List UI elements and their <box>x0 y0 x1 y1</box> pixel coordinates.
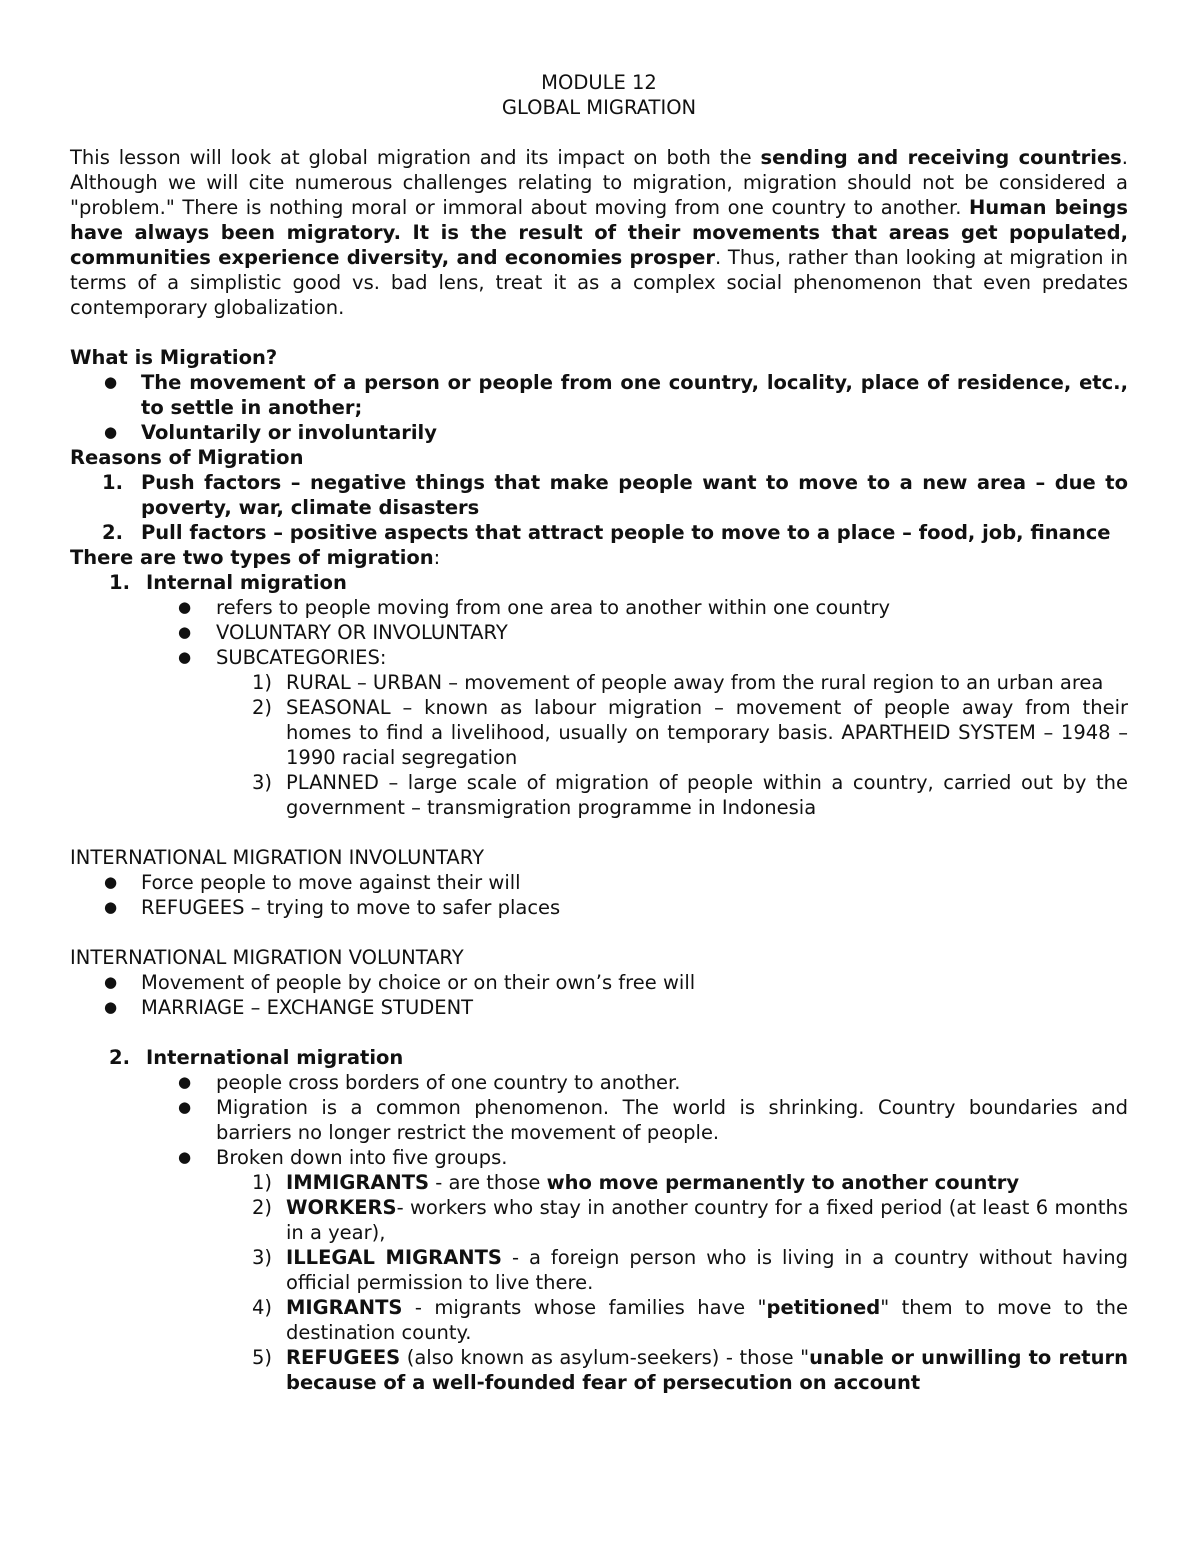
list-item: ● MARRIAGE – EXCHANGE STUDENT <box>104 996 474 1019</box>
list-item: 1) RURAL – URBAN – movement of people away from the rural region to an urban area <box>252 671 1104 694</box>
what-is-migration-heading: What is Migration? <box>70 346 278 369</box>
list-item: ● people cross borders of one country to another. <box>178 1071 681 1094</box>
intl-involuntary-list <box>70 870 1128 920</box>
types-heading: There are two types of migration: <box>70 546 441 569</box>
list-item: 3) PLANNED – large scale of migration of people within a country, carried out by the government – transmigration programme in Indonesia <box>252 771 1128 819</box>
subcategories-list <box>70 670 1128 820</box>
international-migration-section <box>70 1045 1128 1070</box>
list-item: ● Broken down into five groups. <box>178 1146 508 1169</box>
page-title: GLOBAL MIGRATION <box>501 96 697 119</box>
intl-voluntary-heading: INTERNATIONAL MIGRATION VOLUNTARY <box>70 946 464 969</box>
bullet-icon: ● <box>104 423 118 441</box>
document-page <box>70 70 1128 1395</box>
bullet-icon: ● <box>178 1148 192 1166</box>
bullet-icon: ● <box>178 1098 192 1116</box>
list-item: ● refers to people moving from one area to another within one country <box>178 596 891 619</box>
list-item: 1) IMMIGRANTS - are those who move permanently to another country <box>252 1171 1020 1194</box>
international-migration-label: 2. International migration <box>109 1046 404 1069</box>
list-item: ● SUBCATEGORIES: <box>178 646 387 669</box>
bullet-icon: ● <box>178 1073 192 1091</box>
bullet-icon: ● <box>104 898 118 916</box>
intl-involuntary-heading: INTERNATIONAL MIGRATION INVOLUNTARY <box>70 846 484 869</box>
international-migration-bullets <box>70 1070 1128 1170</box>
list-item: 1. Push factors – negative things that make people want to move to a new area – due to poverty, war, climate disasters <box>102 471 1128 519</box>
bullet-icon: ● <box>104 973 118 991</box>
internal-migration-label: 1. Internal migration <box>109 571 347 594</box>
intro-paragraph: This lesson will look at global migration and its impact on both the sending and receiving countries. Although we will cite numerous challenges relating to migration, migration should not be considered a "problem." There is nothing moral or immoral about moving from one country to another. Human beings have always been migratory. It is the result of their movements that areas get populated, communities experience diversity, and economies prosper. Thus, rather than looking at migration in terms of a simplistic good vs. bad lens, treat it as a complex social phenomenon that even predates contemporary globalization. <box>70 146 1129 319</box>
intl-voluntary-list <box>70 970 1128 1020</box>
list-item: ● REFUGEES – trying to move to safer places <box>104 896 561 919</box>
list-item: 5) REFUGEES (also known as asylum-seekers) - those "unable or unwilling to return because of a well-founded fear of persecution on account <box>252 1346 1128 1394</box>
types-list <box>70 570 1128 595</box>
list-item: ● The movement of a person or people from one country, locality, place of residence, etc., to settle in another; <box>104 371 1128 419</box>
list-item: 2) WORKERS- workers who stay in another country for a fixed period (at least 6 months in a year), <box>252 1196 1128 1244</box>
list-item: 2. Pull factors – positive aspects that attract people to move to a place – food, job, finance <box>102 521 1111 544</box>
reasons-list <box>70 470 1128 545</box>
list-item: 3) ILLEGAL MIGRANTS - a foreign person who is living in a country without having official permission to live there. <box>252 1246 1128 1294</box>
list-item: ● Force people to move against their will <box>104 871 521 894</box>
bullet-icon: ● <box>104 873 118 891</box>
list-item: ● Migration is a common phenomenon. The world is shrinking. Country boundaries and barriers no longer restrict the movement of people. <box>178 1096 1128 1144</box>
migrant-groups-list <box>70 1170 1128 1395</box>
bullet-icon: ● <box>178 648 192 666</box>
list-item: 2) SEASONAL – known as labour migration – movement of people away from their homes to find a livelihood, usually on temporary basis. APARTHEID SYSTEM – 1948 – 1990 racial segregation <box>252 696 1128 769</box>
module-number: MODULE 12 <box>541 71 657 94</box>
list-item: ● Voluntarily or involuntarily <box>104 421 437 444</box>
bullet-icon: ● <box>104 998 118 1016</box>
list-item: ● VOLUNTARY OR INVOLUNTARY <box>178 621 508 644</box>
bullet-icon: ● <box>104 373 118 391</box>
reasons-heading: Reasons of Migration <box>70 446 304 469</box>
internal-migration-bullets <box>70 595 1128 670</box>
list-item: ● Movement of people by choice or on their own’s free will <box>104 971 696 994</box>
what-is-migration-list <box>70 370 1128 445</box>
list-item: 4) MIGRANTS - migrants whose families have "petitioned" them to move to the destination county. <box>252 1296 1128 1344</box>
bullet-icon: ● <box>178 598 192 616</box>
bullet-icon: ● <box>178 623 192 641</box>
